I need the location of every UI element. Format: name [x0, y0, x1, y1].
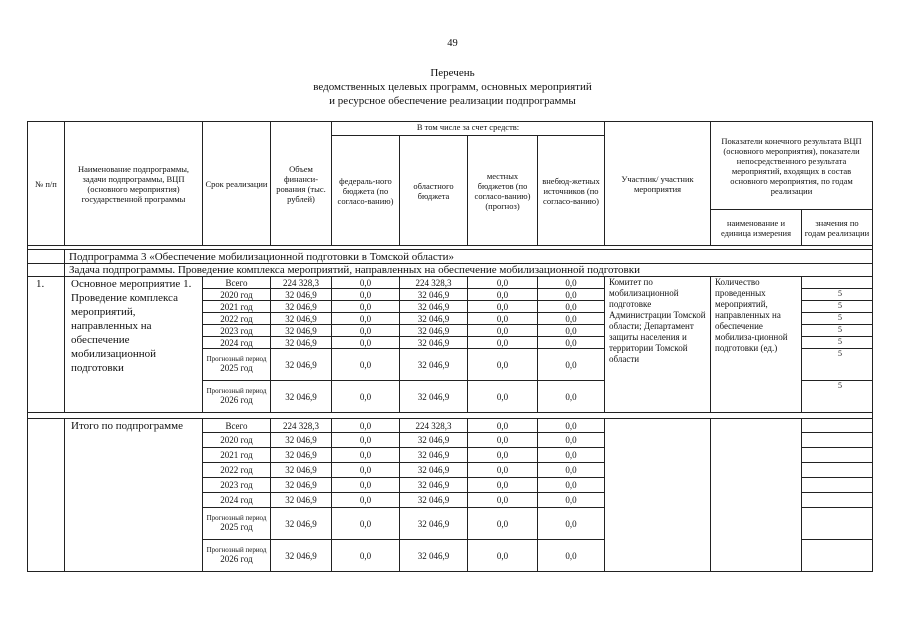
local-cell: 0,0 [468, 325, 538, 337]
indicator-value-cell [802, 277, 873, 289]
federal-cell: 0,0 [332, 448, 400, 463]
extra-cell: 0,0 [538, 381, 605, 413]
term-cell: 2024 год [203, 337, 271, 349]
extra-cell: 0,0 [538, 493, 605, 508]
local-cell: 0,0 [468, 277, 538, 289]
volume-cell: 32 046,9 [271, 540, 332, 572]
total-value-cell [802, 508, 873, 540]
task-num [28, 264, 65, 277]
regional-cell: 32 046,9 [400, 478, 468, 493]
term-cell: 2022 год [203, 313, 271, 325]
federal-cell: 0,0 [332, 540, 400, 572]
regional-cell: 32 046,9 [400, 540, 468, 572]
local-cell: 0,0 [468, 289, 538, 301]
local-cell: 0,0 [468, 349, 538, 381]
federal-cell: 0,0 [332, 419, 400, 433]
extra-cell: 0,0 [538, 463, 605, 478]
term-cell: 2021 год [203, 301, 271, 313]
header-extra: внебюд-жетных источников (по согласо-ванию) [538, 136, 605, 246]
extra-cell: 0,0 [538, 540, 605, 572]
regional-cell: 32 046,9 [400, 349, 468, 381]
forecast-year: 2025 год [220, 363, 253, 373]
federal-cell: 0,0 [332, 325, 400, 337]
volume-cell: 32 046,9 [271, 493, 332, 508]
extra-cell: 0,0 [538, 508, 605, 540]
forecast-label: Прогнозный период [206, 387, 267, 395]
header-term: Срок реализации [203, 122, 271, 246]
page-number: 49 [447, 38, 458, 49]
extra-cell: 0,0 [538, 325, 605, 337]
header-participant: Участник/ участник мероприятия [605, 122, 711, 246]
indicator-value-cell: 5 [802, 313, 873, 325]
volume-cell: 32 046,9 [271, 301, 332, 313]
total-value-cell [802, 493, 873, 508]
total-indicator-cell [711, 419, 802, 572]
federal-cell: 0,0 [332, 277, 400, 289]
title-line-2: ведомственных целевых программ, основных мероприятий [313, 81, 592, 93]
local-cell: 0,0 [468, 313, 538, 325]
local-cell: 0,0 [468, 337, 538, 349]
indicator-value-cell: 5 [802, 337, 873, 349]
extra-cell: 0,0 [538, 478, 605, 493]
regional-cell: 32 046,9 [400, 508, 468, 540]
forecast-label: Прогнозный период [206, 355, 267, 363]
term-cell: 2023 год [203, 478, 271, 493]
title-line-3: и ресурсное обеспечение реализации подпрограммы [329, 95, 576, 107]
participant-cell: Комитет по мобилизационной подготовке Администрации Томской области; Департамент защиты населения и территории Томской области [605, 277, 711, 413]
term-cell: 2023 год [203, 325, 271, 337]
forecast-year: 2025 год [220, 522, 253, 532]
regional-cell: 32 046,9 [400, 337, 468, 349]
header-num: № п/п [28, 122, 65, 246]
local-cell: 0,0 [468, 419, 538, 433]
regional-cell: 32 046,9 [400, 493, 468, 508]
local-cell: 0,0 [468, 478, 538, 493]
volume-cell: 32 046,9 [271, 325, 332, 337]
indicator-value-cell: 5 [802, 349, 873, 381]
federal-cell: 0,0 [332, 478, 400, 493]
task-title: Задача подпрограммы. Проведение комплекса мероприятий, направленных на обеспечение мобилизационной подготовки [65, 264, 873, 277]
federal-cell: 0,0 [332, 508, 400, 540]
forecast-year: 2026 год [220, 395, 253, 405]
regional-cell: 32 046,9 [400, 433, 468, 448]
header-regional: областного бюджета [400, 136, 468, 246]
term-cell [203, 540, 271, 572]
regional-cell: 32 046,9 [400, 325, 468, 337]
extra-cell: 0,0 [538, 289, 605, 301]
title-line-1: Перечень [430, 67, 475, 79]
indicator-value-cell: 5 [802, 301, 873, 313]
term-cell [203, 508, 271, 540]
volume-cell: 32 046,9 [271, 349, 332, 381]
extra-cell: 0,0 [538, 419, 605, 433]
table-row [28, 419, 873, 433]
term-cell: 2022 год [203, 463, 271, 478]
total-value-cell [802, 463, 873, 478]
volume-cell: 32 046,9 [271, 337, 332, 349]
local-cell: 0,0 [468, 508, 538, 540]
regional-cell: 32 046,9 [400, 289, 468, 301]
federal-cell: 0,0 [332, 313, 400, 325]
federal-cell: 0,0 [332, 349, 400, 381]
indicator-value-cell: 5 [802, 289, 873, 301]
forecast-label: Прогнозный период [206, 546, 267, 554]
regional-cell: 32 046,9 [400, 448, 468, 463]
total-value-cell [802, 448, 873, 463]
federal-cell: 0,0 [332, 433, 400, 448]
volume-cell: 32 046,9 [271, 289, 332, 301]
regional-cell: 32 046,9 [400, 301, 468, 313]
volume-cell: 224 328,3 [271, 277, 332, 289]
measure-num: 1. [28, 277, 65, 413]
subprogram-title: Подпрограмма 3 «Обеспечение мобилизационной подготовки в Томской области» [65, 250, 873, 264]
regional-cell: 32 046,9 [400, 463, 468, 478]
header-local: местных бюджетов (по согласо-ванию) (прогноз) [468, 136, 538, 246]
local-cell: 0,0 [468, 433, 538, 448]
term-cell: 2024 год [203, 493, 271, 508]
total-participant-cell [605, 419, 711, 572]
program-table-wrapper [27, 121, 873, 572]
regional-cell: 224 328,3 [400, 419, 468, 433]
volume-cell: 32 046,9 [271, 448, 332, 463]
local-cell: 0,0 [468, 493, 538, 508]
total-name: Итого по подпрограмме [65, 419, 203, 572]
subprogram-num [28, 250, 65, 264]
local-cell: 0,0 [468, 301, 538, 313]
volume-cell: 32 046,9 [271, 381, 332, 413]
total-value-cell [802, 540, 873, 572]
measure-name: Основное мероприятие 1. Проведение комплекса мероприятий, направленных на обеспечение мобилизационной подготовки [65, 277, 203, 413]
forecast-year: 2026 год [220, 554, 253, 564]
term-cell: Всего [203, 277, 271, 289]
federal-cell: 0,0 [332, 493, 400, 508]
table-row [28, 277, 873, 289]
indicator-value-cell: 5 [802, 325, 873, 337]
header-volume: Объем финанси-рования (тыс. рублей) [271, 122, 332, 246]
term-cell: 2021 год [203, 448, 271, 463]
federal-cell: 0,0 [332, 301, 400, 313]
extra-cell: 0,0 [538, 349, 605, 381]
program-table [27, 121, 873, 572]
header-indicators: Показатели конечного результата ВЦП (основного мероприятия), показатели непосредственного результата мероприятий, входящих в состав основного мероприятия, по годам реализации [711, 122, 873, 210]
indicator-value-cell: 5 [802, 381, 873, 413]
term-cell [203, 349, 271, 381]
forecast-label: Прогнозный период [206, 514, 267, 522]
regional-cell: 32 046,9 [400, 313, 468, 325]
volume-cell: 224 328,3 [271, 419, 332, 433]
local-cell: 0,0 [468, 540, 538, 572]
total-value-cell [802, 478, 873, 493]
federal-cell: 0,0 [332, 463, 400, 478]
extra-cell: 0,0 [538, 277, 605, 289]
local-cell: 0,0 [468, 381, 538, 413]
volume-cell: 32 046,9 [271, 433, 332, 448]
volume-cell: 32 046,9 [271, 463, 332, 478]
volume-cell: 32 046,9 [271, 508, 332, 540]
header-including: В том числе за счет средств: [332, 122, 605, 136]
volume-cell: 32 046,9 [271, 313, 332, 325]
header-indicator-name: наименование и единица измерения [711, 210, 802, 246]
header-indicator-values: значения по годам реализации [802, 210, 873, 246]
federal-cell: 0,0 [332, 381, 400, 413]
extra-cell: 0,0 [538, 448, 605, 463]
local-cell: 0,0 [468, 448, 538, 463]
extra-cell: 0,0 [538, 433, 605, 448]
volume-cell: 32 046,9 [271, 478, 332, 493]
federal-cell: 0,0 [332, 289, 400, 301]
extra-cell: 0,0 [538, 313, 605, 325]
term-cell: Всего [203, 419, 271, 433]
federal-cell: 0,0 [332, 337, 400, 349]
local-cell: 0,0 [468, 463, 538, 478]
header-name: Наименование подпрограммы, задачи подпрограммы, ВЦП (основного мероприятия) государственной программы [65, 122, 203, 246]
regional-cell: 224 328,3 [400, 277, 468, 289]
regional-cell: 32 046,9 [400, 381, 468, 413]
total-num [28, 419, 65, 572]
page-title [0, 66, 905, 108]
total-value-cell [802, 433, 873, 448]
extra-cell: 0,0 [538, 301, 605, 313]
header-federal: федераль-ного бюджета (по согласо-ванию) [332, 136, 400, 246]
term-cell: 2020 год [203, 289, 271, 301]
indicator-name-cell: Количество проведенных мероприятий, направленных на обеспечение мобилиза-ционной подготовки (ед.) [711, 277, 802, 413]
term-cell: 2020 год [203, 433, 271, 448]
term-cell [203, 381, 271, 413]
extra-cell: 0,0 [538, 337, 605, 349]
total-value-cell [802, 419, 873, 433]
